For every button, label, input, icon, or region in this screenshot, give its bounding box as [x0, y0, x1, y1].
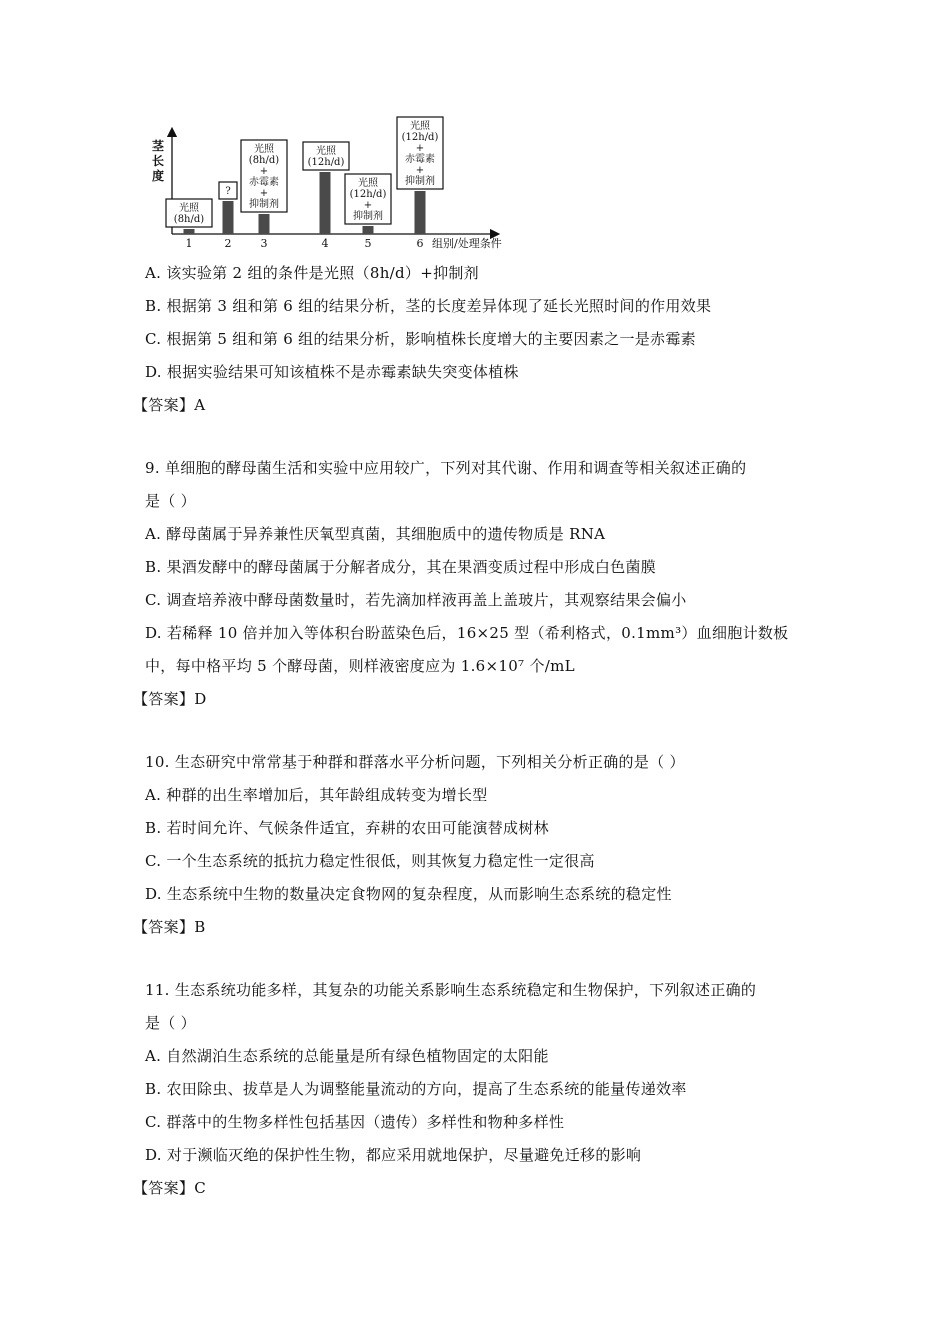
- text-line: B. 若时间允许、气候条件适宜，弃耕的农田可能演替成树林: [145, 819, 549, 837]
- condition-text: +: [259, 166, 269, 177]
- y-axis-label-char: 茎: [152, 139, 165, 153]
- tick-label-5: 5: [364, 237, 372, 250]
- condition-text: 赤霉素: [249, 177, 279, 188]
- answer-line: 【答案】A: [133, 396, 206, 414]
- y-axis-label-char: 度: [152, 169, 165, 183]
- condition-text: 光照: [358, 178, 378, 189]
- text-line: A. 酵母菌属于异养兼性厌氧型真菌，其细胞质中的遗传物质是 RNA: [145, 525, 606, 543]
- bar-5: [363, 226, 374, 234]
- condition-text: +: [415, 165, 425, 176]
- text-line: 10. 生态研究中常常基于种群和群落水平分析问题，下列相关分析正确的是（ ）: [145, 753, 685, 771]
- tick-label-6: 6: [416, 237, 424, 250]
- bar-chart: [150, 121, 510, 253]
- text-line: 9. 单细胞的酵母菌生活和实验中应用较广，下列对其代谢、作用和调查等相关叙述正确的: [145, 459, 747, 477]
- bar-2: [223, 201, 234, 234]
- condition-text: 赤霉素: [405, 154, 435, 165]
- answer-line: 【答案】D: [133, 690, 207, 708]
- text-line: D. 根据实验结果可知该植株不是赤霉素缺失突变体植株: [145, 363, 519, 381]
- text-line: C. 根据第 5 组和第 6 组的结果分析，影响植株长度增大的主要因素之一是赤霉素: [145, 330, 696, 348]
- text-line: 是（ ）: [145, 492, 196, 510]
- bar-4: [320, 172, 331, 234]
- text-line: C. 群落中的生物多样性包括基因（遗传）多样性和物种多样性: [145, 1113, 565, 1131]
- text-line: D. 若稀释 10 倍并加入等体积台盼蓝染色后，16×25 型（希利格式，0.1mm³）血细胞计数板: [145, 624, 789, 642]
- tick-label-4: 4: [321, 237, 329, 250]
- text-line: A. 自然湖泊生态系统的总能量是所有绿色植物固定的太阳能: [145, 1047, 549, 1065]
- condition-text: +: [363, 200, 373, 211]
- condition-text: (12h/d): [401, 132, 439, 143]
- text-line: 是（ ）: [145, 1014, 196, 1032]
- text-line: D. 对于濒临灭绝的保护性生物，都应采用就地保护，尽量避免迁移的影响: [145, 1146, 642, 1164]
- condition-text: (8h/d): [173, 214, 205, 225]
- text-line: B. 农田除虫、拔草是人为调整能量流动的方向，提高了生态系统的能量传递效率: [145, 1080, 687, 1098]
- text-line: B. 根据第 3 组和第 6 组的结果分析，茎的长度差异体现了延长光照时间的作用效果: [145, 297, 712, 315]
- text-line: 11. 生态系统功能多样，其复杂的功能关系影响生态系统稳定和生物保护，下列叙述正确的: [145, 981, 757, 999]
- tick-label-1: 1: [185, 237, 193, 250]
- condition-text: (12h/d): [307, 157, 345, 168]
- text-line: C. 调查培养液中酵母菌数量时，若先滴加样液再盖上盖玻片，其观察结果会偏小: [145, 591, 687, 609]
- x-axis-label: 组别/处理条件: [432, 237, 502, 250]
- answer-line: 【答案】C: [133, 1179, 206, 1197]
- bar-6: [415, 191, 426, 234]
- text-line: D. 生态系统中生物的数量决定食物网的复杂程度，从而影响生态系统的稳定性: [145, 885, 672, 903]
- condition-text: 光照: [410, 121, 430, 132]
- condition-text: ?: [225, 186, 231, 197]
- text-line: A. 种群的出生率增加后，其年龄组成转变为增长型: [145, 786, 488, 804]
- answer-line: 【答案】B: [133, 918, 206, 936]
- condition-text: 抑制剂: [405, 176, 435, 187]
- text-line: B. 果酒发酵中的酵母菌属于分解者成分，其在果酒变质过程中形成白色菌膜: [145, 558, 657, 576]
- text-line: C. 一个生态系统的抵抗力稳定性很低，则其恢复力稳定性一定很高: [145, 852, 595, 870]
- bar-3: [259, 214, 270, 234]
- condition-text: (8h/d): [248, 155, 280, 166]
- condition-text: 光照: [254, 144, 274, 155]
- condition-text: +: [415, 143, 425, 154]
- y-axis-label: [152, 138, 165, 183]
- text-line: A. 该实验第 2 组的条件是光照（8h/d）+抑制剂: [145, 264, 479, 282]
- bar-1: [184, 229, 195, 234]
- condition-text: +: [259, 188, 269, 199]
- tick-label-3: 3: [260, 237, 268, 250]
- condition-text: 光照: [316, 146, 336, 157]
- condition-text: 抑制剂: [249, 199, 279, 210]
- condition-text: (12h/d): [349, 189, 387, 200]
- y-axis-label-char: 长: [152, 154, 165, 168]
- condition-text: 光照: [179, 203, 199, 214]
- condition-text: 抑制剂: [353, 211, 383, 222]
- text-line: 中，每中格平均 5 个酵母菌，则样液密度应为 1.6×10⁷ 个/mL: [145, 657, 575, 675]
- tick-label-2: 2: [224, 237, 232, 250]
